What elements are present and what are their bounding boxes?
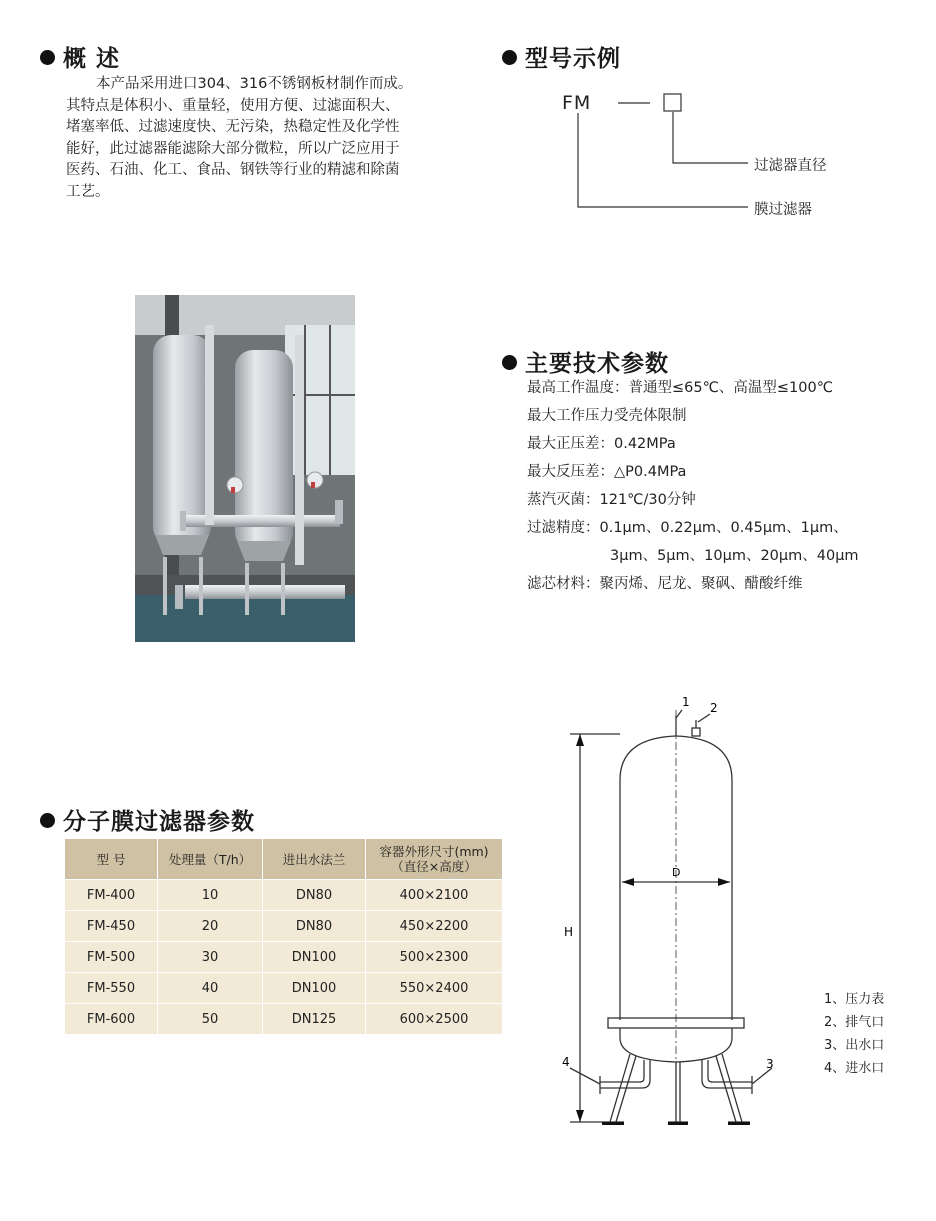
specs-list: [527, 374, 927, 598]
legend-item: 1、压力表: [824, 992, 885, 1007]
overview-line: 工艺。: [66, 183, 110, 200]
header-dimensions: [366, 839, 503, 880]
overview-line: 医药、石油、化工、食品、钢铁等行业的精滤和除菌: [66, 162, 400, 178]
cell-flange: DN100: [263, 942, 366, 973]
bullet-dot-icon: [40, 50, 55, 65]
spec-line: 最大工作压力受壳体限制: [527, 408, 687, 424]
legend-item: 2、排气口: [824, 1015, 885, 1030]
label-3: 3: [766, 1057, 774, 1071]
overview-heading: [40, 40, 120, 73]
specs-title: 主要技术参数: [525, 351, 669, 377]
filter-technical-drawing: [540, 690, 800, 1140]
cell-capacity: 10: [158, 880, 263, 911]
header-dimensions-line1: 容器外形尺寸(mm): [379, 844, 489, 859]
header-flange: 进出水法兰: [263, 839, 366, 880]
header-dimensions-line2: （直径×高度）: [391, 859, 477, 874]
overview-line: 其特点是体积小、重量轻，使用方便、过滤面积大、: [66, 97, 400, 114]
overview-line: 本产品采用进口304、316不锈钢板材制作而成。: [96, 76, 413, 92]
cell-flange: DN80: [263, 880, 366, 911]
spec-line: 最大反压差：△P0.4MPa: [527, 464, 687, 480]
cell-model: FM-400: [65, 880, 158, 911]
cell-model: FM-600: [65, 1004, 158, 1035]
label-1: 1: [682, 695, 690, 709]
label-D: D: [672, 866, 681, 879]
table-row: [65, 911, 503, 942]
label-H: H: [564, 925, 574, 939]
params-heading: [40, 803, 255, 836]
header-model: 型 号: [65, 839, 158, 880]
params-title: 分子膜过滤器参数: [63, 809, 255, 835]
model-code: FM: [562, 92, 592, 114]
legend-item: 4、进水口: [824, 1061, 885, 1076]
table-row: [65, 942, 503, 973]
spec-line: 蒸汽灭菌：121℃/30分钟: [527, 492, 696, 508]
cell-dimensions: 600×2500: [366, 1004, 503, 1035]
spec-line: 过滤精度：0.1μm、0.22μm、0.45μm、1μm、: [527, 520, 848, 536]
spec-line: 3μm、5μm、10μm、20μm、40μm: [610, 548, 859, 564]
cell-dimensions: 550×2400: [366, 973, 503, 1004]
overview-text: [66, 74, 486, 203]
table-header-row: [65, 839, 503, 880]
params-table: [64, 838, 503, 1035]
cell-model: FM-450: [65, 911, 158, 942]
cell-flange: DN125: [263, 1004, 366, 1035]
table-row: [65, 880, 503, 911]
spec-line: 最大正压差：0.42MPa: [527, 436, 676, 452]
cell-capacity: 40: [158, 973, 263, 1004]
table-row: [65, 1004, 503, 1035]
filter-photo-illustration: [135, 295, 355, 642]
spec-line: 最高工作温度：普通型≤65℃、高温型≤100℃: [527, 380, 833, 396]
overview-title: 概 述: [63, 46, 121, 72]
overview-line: 能好，此过滤器能滤除大部分微粒，所以广泛应用于: [66, 140, 400, 157]
cell-flange: DN80: [263, 911, 366, 942]
cell-dimensions: 500×2300: [366, 942, 503, 973]
cell-flange: DN100: [263, 973, 366, 1004]
header-capacity: 处理量（T/h）: [158, 839, 263, 880]
label-filter-diameter: 过滤器直径: [754, 158, 827, 174]
model-example-title: 型号示例: [525, 46, 621, 72]
cell-capacity: 20: [158, 911, 263, 942]
cell-dimensions: 450×2200: [366, 911, 503, 942]
cell-dimensions: 400×2100: [366, 880, 503, 911]
model-code-diagram: [500, 85, 900, 225]
filter-photo: [135, 295, 355, 642]
overview-line: 堵塞率低、过滤速度快、无污染，热稳定性及化学性: [66, 119, 400, 135]
legend-item: 3、出水口: [824, 1038, 885, 1053]
cell-model: FM-500: [65, 942, 158, 973]
label-2: 2: [710, 701, 718, 715]
bullet-dot-icon: [40, 813, 55, 828]
cell-model: FM-550: [65, 973, 158, 1004]
diagram-legend: [824, 988, 884, 1080]
table-row: [65, 973, 503, 1004]
model-code-lines: [500, 85, 900, 225]
bullet-dot-icon: [502, 355, 517, 370]
model-example-heading: [502, 40, 621, 73]
cell-capacity: 30: [158, 942, 263, 973]
spec-line: 滤芯材料：聚丙烯、尼龙、聚砜、醋酸纤维: [527, 576, 803, 592]
label-4: 4: [562, 1055, 570, 1069]
cell-capacity: 50: [158, 1004, 263, 1035]
bullet-dot-icon: [502, 50, 517, 65]
label-membrane-filter: 膜过滤器: [754, 202, 812, 218]
